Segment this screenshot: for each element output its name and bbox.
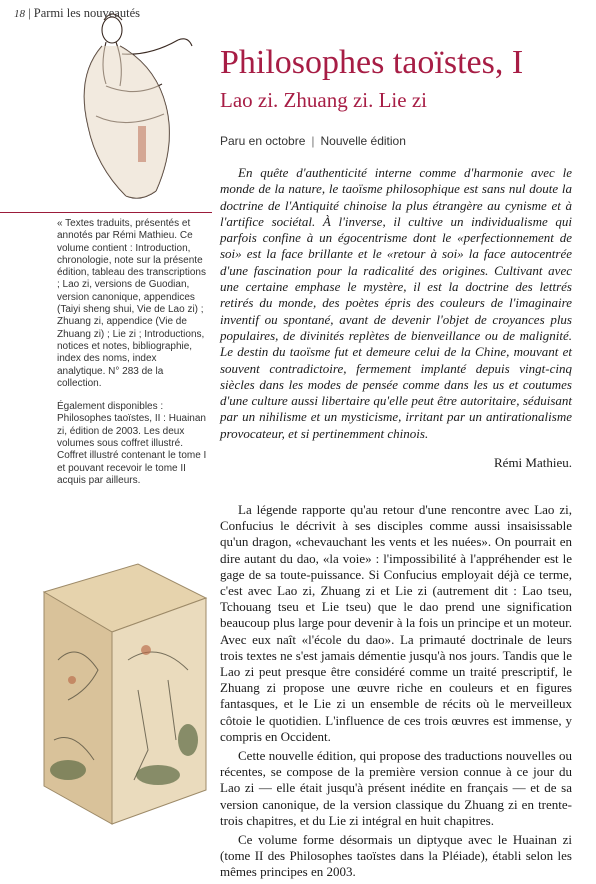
publication-meta xyxy=(220,134,406,148)
meta-separator: | xyxy=(311,134,315,148)
publication-date: Paru en octobre xyxy=(220,134,306,148)
sage-illustration xyxy=(66,6,198,204)
sidebar-notes xyxy=(57,218,207,498)
body-paragraph: Ce volume forme désormais un diptyque avec le Huainan zi (tome II des Philosophes taoïstes dans la Pléiade), établi selon les mêmes principes en 2003. xyxy=(220,832,572,880)
header-separator: | xyxy=(28,6,31,20)
article-body xyxy=(220,502,572,884)
also-available: Également disponibles : Philosophes taoïstes, II : Huainan zi, édition de 2003. Les deux volumes sous coffret illustré. Coffret illustré contenant le tome I et pouvant recevoir le tome II acquis par ailleurs. xyxy=(57,401,207,486)
section-name: Parmi les nouveautés xyxy=(33,6,140,20)
sidebar-divider xyxy=(0,212,212,213)
volume-contents: « Textes traduits, présentés et annotés par Rémi Mathieu. Ce volume contient : Introduction, chronologie, note sur la présente édition, tableau des transcriptions ; Lao zi, versions de Guodian, version canonique, appendices (Taiyi sheng shui, Vie de Lao zi) ; Zhuang zi, appendice (Vie de Zhuang zi) ; Lie zi ; Introductions, notices et notes, bibliographie, index des noms, index analytique. N° 283 de la collection. xyxy=(57,218,206,389)
book-title: Philosophes taoïstes, I xyxy=(220,44,524,81)
body-paragraph: Cette nouvelle édition, qui propose des traductions nouvelles ou récentes, se compose de la première version connue à ce jour du Lao zi — elle était jusqu'à présent inédite en français — et de sa version canonique, de la version classique du Zhuang zi en trente-trois chapitres, et du Lie zi intégral en huit chapitres. xyxy=(220,748,572,828)
intro-paragraph: En quête d'authenticité interne comme d'harmonie avec le monde de la nature, le taoïsme philosophique est sans nul doute la doctrine de l'Antiquité chinoise la plus étrangère au cynisme et à l'artifice sociétal. À l'inverse, il cultive un individualisme qui parfois confine à un égocentrisme dont le «perfectionnement de soi» est la face brillante et le «retour à soi» la face autocentrée d'une fascination pour la radicalité des origines. Cultivant avec une certaine emphase le mystère, il est la doctrine des lettrés retirés du monde, des poètes épris des couleurs de l'imaginaire inventif ou spontané, avant de devenir l'objet de croyances plus populaires, de divinités replètes de bienveillance ou de malignité. Le destin du taoïsme fut et demeure celui de la Chine, mouvant et souvent contradictoire, fermement implanté depuis vingt-cinq siècles dans les modes de pensée comme dans les us et coutumes d'une culture aussi libertaire qu'elle peut être autoritaire, séduisant par un nihilisme et un mysticisme, irritant par un antirationalisme provocateur, et si pertinemment chinois. xyxy=(220,165,572,441)
body-paragraph: La légende rapporte qu'au retour d'une rencontre avec Lao zi, Confucius le décrivit à ses disciples comme aussi insaisissable qu'un dragon, «chevauchant les vents et les nuées». On pourrait en dire autant du dao, «la voie» : l'impossibilité à l'appréhender est le gage de sa toute-puissance. Si Confucius employait déjà ce terme, c'est avec Lao zi, Zhuang zi et Lie zi (autrement dit : Lao tseu, Tchouang tseu et Lie tseu) que le dao prend une signification beaucoup plus large pour devenir à la fois un principe et un moteur. Avec eux naît «l'école du dao». La primauté doctrinale de leurs trois textes ne s'est jamais démentie jusqu'à nos jours. Tandis que le Lao zi peut presque être considéré comme un traité prescriptif, le Zhuang zi propose une œuvre riche en couleurs et en figures fantasques, et le Lie zi un ensemble de récits où le merveilleux côtoie le quotidien. L'influence de ces trois œuvres est immense, y compris en Occident. xyxy=(220,502,572,744)
book-subtitle: Lao zi. Zhuang zi. Lie zi xyxy=(220,88,427,112)
boxed-set-image xyxy=(38,540,210,830)
author-signature: Rémi Mathieu. xyxy=(494,455,572,470)
page-number: 18 xyxy=(14,8,25,20)
edition-note: Nouvelle édition xyxy=(320,134,406,148)
